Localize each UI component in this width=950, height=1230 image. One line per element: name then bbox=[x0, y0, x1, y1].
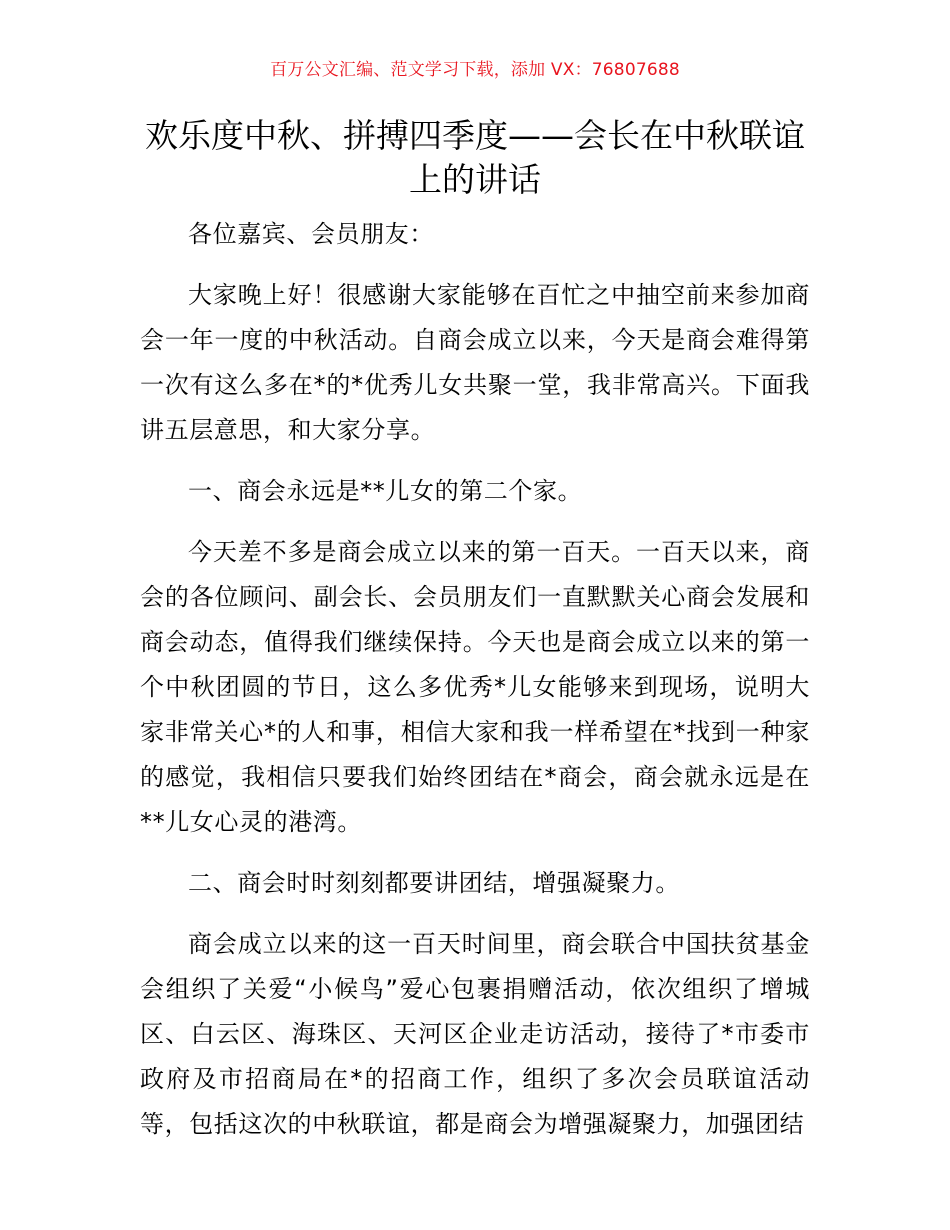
section-heading-2: 二、商会时时刻刻都要讲团结，增强凝聚力。 bbox=[188, 869, 680, 897]
body-paragraph: 商会成立以来的这一百天时间里，商会联合中国扶贫基金会组织了关爱“小候鸟”爱心包裹捐赠活动，依次组织了增城区、白云区、海珠区、天河区企业走访活动，接待了*市委市政府及市招商局在*的招商工作，组织了多次会员联谊活动等，包括这次的中秋联谊，都是商会为增强凝聚力，加强团结 bbox=[140, 930, 810, 1138]
document-title: 欢乐度中秋、拼搏四季度——会长在中秋联谊上的讲话 bbox=[145, 116, 805, 199]
salutation-paragraph: 各位嘉宾、会员朋友： bbox=[188, 220, 434, 248]
header-watermark-note: 百万公文汇编、范文学习下载，添加 VX：76807688 bbox=[270, 60, 680, 80]
body-paragraph: 大家晚上好！很感谢大家能够在百忙之中抽空前来参加商会一年一度的中秋活动。自商会成立以来，今天是商会难得第一次有这么多在*的*优秀儿女共聚一堂，我非常高兴。下面我讲五层意思，和大家分享。 bbox=[140, 281, 810, 444]
document-body bbox=[140, 212, 810, 1163]
section-heading-1: 一、商会永远是**儿女的第二个家。 bbox=[188, 477, 583, 505]
body-paragraph: 今天差不多是商会成立以来的第一百天。一百天以来，商会的各位顾问、副会长、会员朋友们一直默默关心商会发展和商会动态，值得我们继续保持。今天也是商会成立以来的第一个中秋团圆的节日，这么多优秀*儿女能够来到现场，说明大家非常关心*的人和事，相信大家和我一样希望在*找到一种家的感觉，我相信只要我们始终团结在*商会，商会就永远是在**儿女心灵的港湾。 bbox=[140, 538, 810, 836]
